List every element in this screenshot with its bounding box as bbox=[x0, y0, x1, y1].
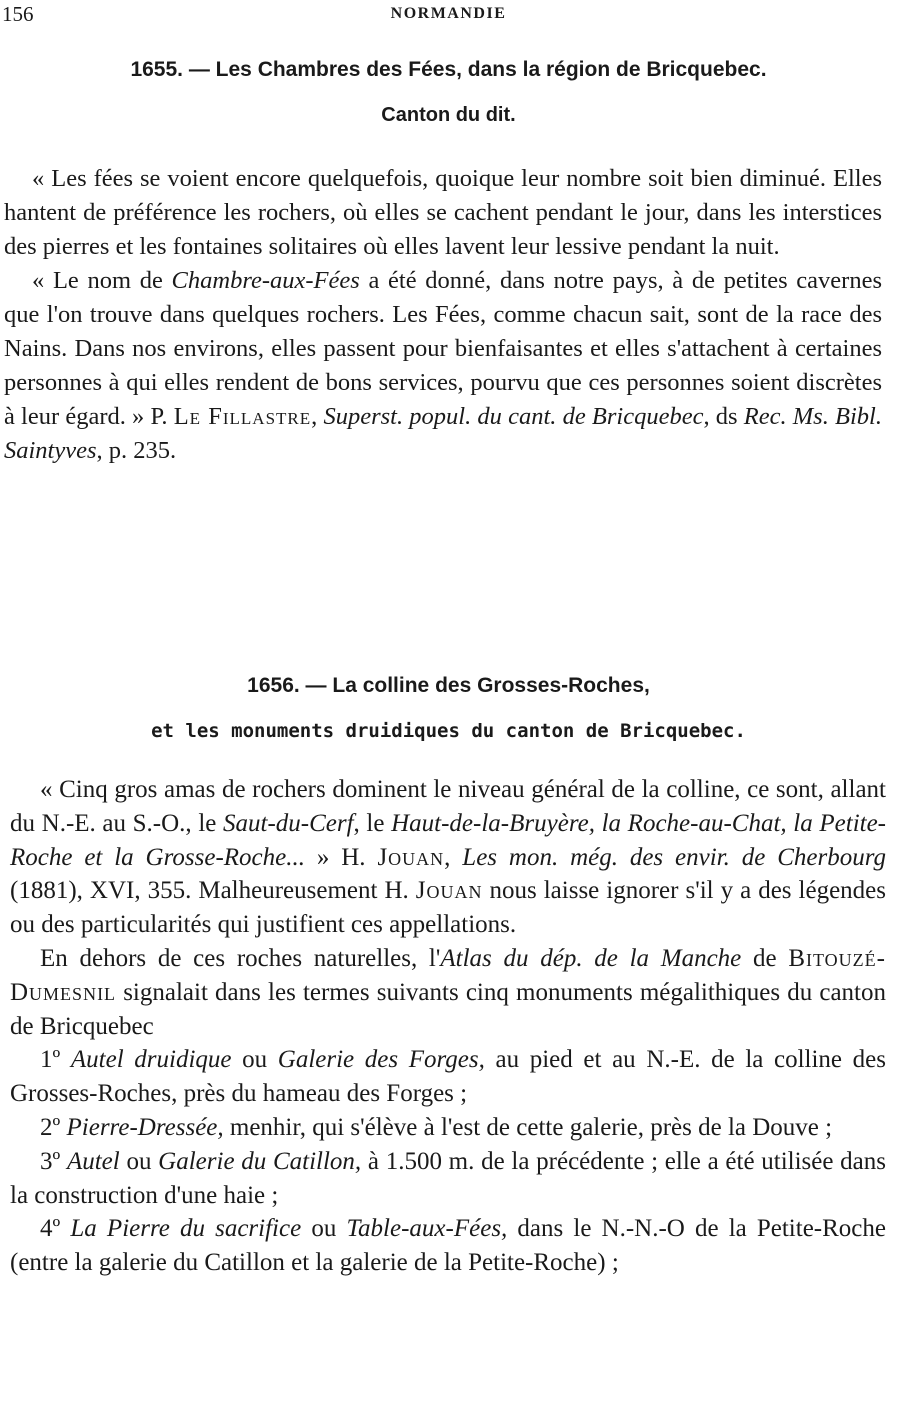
running-title: NORMANDIE bbox=[390, 5, 507, 22]
section-subheading-1655: Canton du dit. bbox=[381, 104, 516, 126]
paragraph-chambre-aux-fees: « Le nom de Chambre-aux-Fées a été donné, dans notre pays, à de petites cavernes que l'on trouve dans quelques rochers. Les Fées, comme chacun sait, sont de la race des Nains. Dans nos environs, elles passent pour bienfaisantes et elles s'attachent à certaines personnes à qui elles rendent de bons services, pourvu que ces personnes soient discrètes à leur égard. » P. Le Fillastre, Superst. popul. du cant. de Bricquebec, ds Rec. Ms. Bibl. Saintyves, p. 235. bbox=[4, 267, 882, 464]
list-item: 1º Autel druidique ou Galerie des Forges, au pied et au N.-E. de la colline des Grosses-Roches, près du hameau des Forges ; bbox=[10, 1046, 886, 1108]
page-number: 156 bbox=[2, 2, 34, 26]
section-heading-1656: 1656. — La colline des Grosses-Roches, bbox=[247, 674, 650, 697]
section-body-1656 bbox=[10, 773, 886, 1280]
citation-author: Jouan bbox=[377, 843, 445, 871]
citation-source: Rec. Ms. Bibl. Saintyves bbox=[4, 403, 882, 464]
section-subheading-1656: et les monuments druidiques du canton de Bricquebec. bbox=[151, 720, 746, 742]
section-body-1655 bbox=[4, 162, 882, 468]
list-item: 2º Pierre-Dressée, menhir, qui s'élève à l'est de cette galerie, près de la Douve ; bbox=[40, 1113, 833, 1141]
paragraph-grosses-roches: « Cinq gros amas de rochers dominent le niveau général de la colline, ce sont, allant du N.-E. au S.-O., le Saut-du-Cerf, le Haut-de-la-Bruyère, la Roche-au-Chat, la Petite-Roche et la Grosse-Roche... » H. Jouan, Les mon. még. des envir. de Cherbourg (1881), XVI, 355. Malheureusement H. Jouan nous laisse ignorer s'il y a des légendes ou des particularités qui justifient ces appellations. bbox=[10, 776, 887, 939]
italic-term: Chambre-aux-Fées bbox=[171, 267, 360, 294]
list-item: 4º La Pierre du sacrifice ou Table-aux-Fées, dans le N.-N.-O de la Petite-Roche (entre la galerie du Catillon et la galerie de la Petite-Roche) ; bbox=[10, 1215, 886, 1277]
paragraph-fees: « Les fées se voient encore quelquefois, quoique leur nombre soit bien diminué. Elles hantent de préférence les rochers, où elles se cachent pendant le jour, dans les interstices des pierres et les fontaines solitaires où elles lavent leur lessive pendant la nuit. bbox=[4, 165, 882, 260]
list-item: 3º Autel ou Galerie du Catillon, à 1.500 m. de la précédente ; elle a été utilisée dans la construction d'une haie ; bbox=[10, 1147, 886, 1209]
running-header bbox=[0, 2, 897, 28]
section-heading-1655: 1655. — Les Chambres des Fées, dans la région de Bricquebec. bbox=[130, 58, 767, 81]
citation-author: Le Fillastre bbox=[173, 403, 312, 430]
citation-title: Les mon. még. des envir. de Cherbourg bbox=[462, 843, 887, 871]
paragraph-atlas: En dehors de ces roches naturelles, l'Atlas du dép. de la Manche de Bitouzé-Dumesnil signalait dans les termes suivants cinq monuments mégalithiques du canton de Bricquebec bbox=[10, 944, 886, 1040]
citation-title: Superst. popul. du cant. de Bricquebec bbox=[323, 403, 704, 430]
